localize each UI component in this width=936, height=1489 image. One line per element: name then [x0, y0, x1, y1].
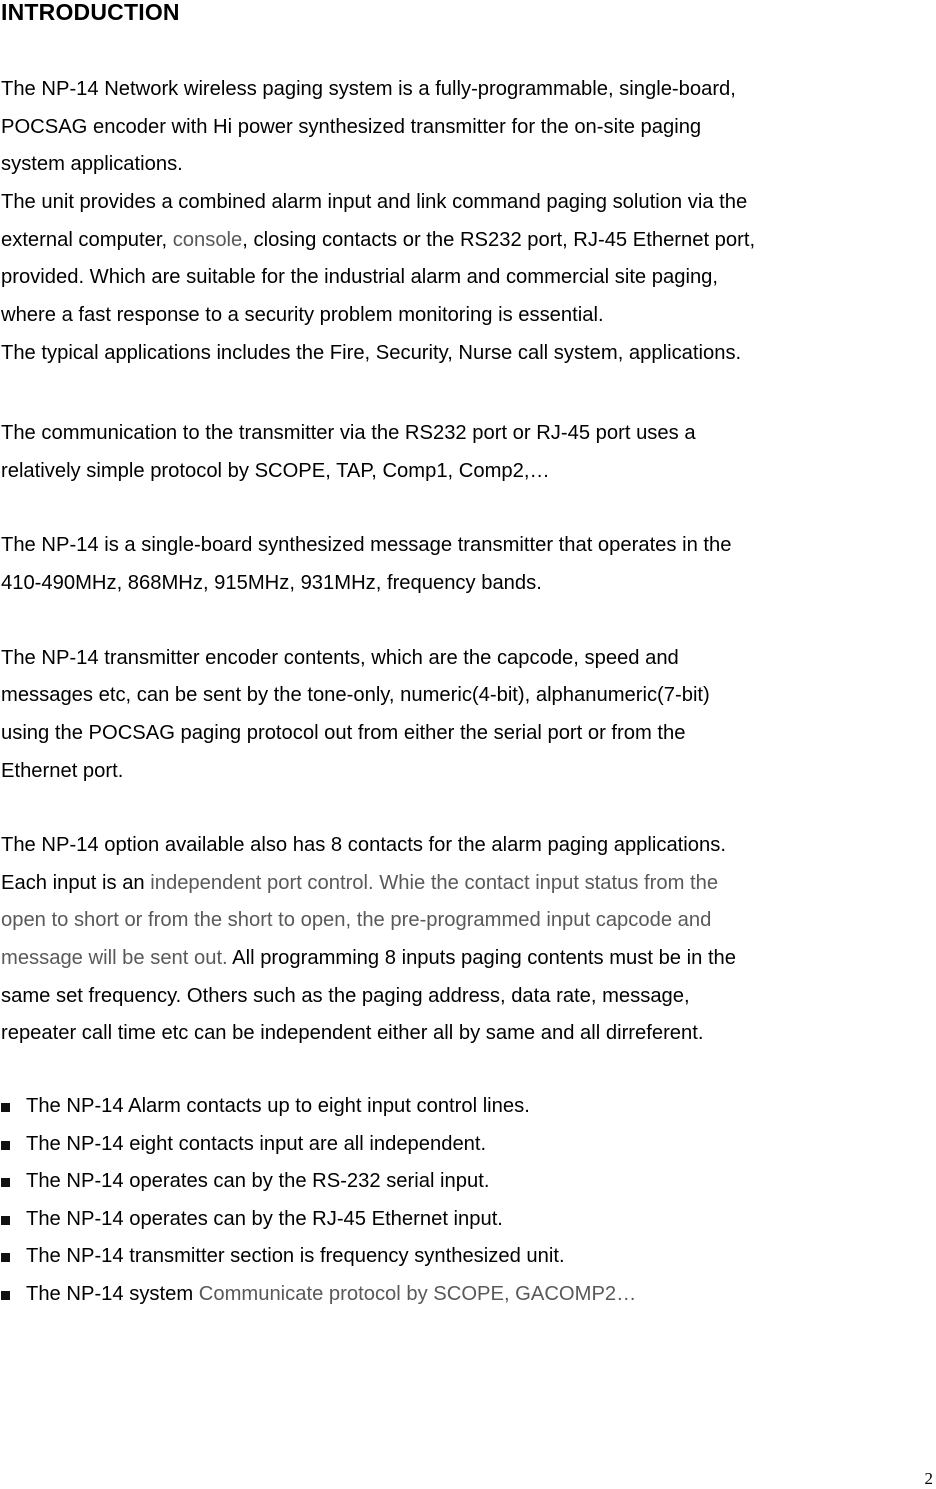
- bullet-text: The NP-14 Alarm contacts up to eight input control lines.: [26, 1095, 530, 1117]
- frequency-line-1: The NP-14 is a single-board synthesized message transmitter that operates in the: [1, 534, 732, 556]
- square-bullet-icon: [1, 1291, 10, 1300]
- intro-line-5-end: , closing contacts or the RS232 port, RJ-45 Ethernet port,: [242, 229, 756, 251]
- contacts-line-5: same set frequency. Others such as the paging address, data rate, message,: [1, 985, 690, 1007]
- square-bullet-icon: [1, 1253, 10, 1262]
- page-heading: INTRODUCTION: [1, 0, 180, 25]
- contacts-line-4-end: All programming 8 inputs paging contents must be in the: [227, 947, 737, 969]
- contacts-line-2: [1, 870, 718, 896]
- bullet-text: The NP-14 operates can by the RS-232 serial input.: [26, 1170, 490, 1192]
- bullet-text: [26, 1281, 636, 1307]
- intro-line-2: POCSAG encoder with Hi power synthesized transmitter for the on-site paging: [1, 116, 702, 138]
- encoder-line-2: messages etc, can be sent by the tone-only, numeric(4-bit), alphanumeric(7-bit): [1, 684, 710, 706]
- intro-line-6: provided. Which are suitable for the industrial alarm and commercial site paging,: [1, 266, 719, 288]
- intro-line-7: where a fast response to a security problem monitoring is essential.: [1, 304, 604, 326]
- contacts-line-4: [1, 945, 736, 971]
- square-bullet-icon: [1, 1178, 10, 1187]
- intro-line-1: The NP-14 Network wireless paging system is a fully-programmable, single-board,: [1, 78, 736, 100]
- square-bullet-icon: [1, 1216, 10, 1225]
- encoder-line-3: using the POCSAG paging protocol out from either the serial port or from the: [1, 722, 686, 744]
- intro-line-5-start: external computer,: [1, 229, 173, 251]
- square-bullet-icon: [1, 1141, 10, 1150]
- square-bullet-icon: [1, 1103, 10, 1112]
- contacts-line-2-start: Each input is an: [1, 872, 151, 894]
- contacts-line-3: open to short or from the short to open, the pre-programmed input capcode and: [1, 909, 712, 931]
- bullet-text: The NP-14 eight contacts input are all independent.: [26, 1133, 487, 1155]
- encoder-line-1: The NP-14 transmitter encoder contents, which are the capcode, speed and: [1, 647, 679, 669]
- intro-line-8: The typical applications includes the Fire, Security, Nurse call system, applications.: [1, 342, 742, 364]
- intro-line-5: [1, 227, 755, 253]
- console-term: console: [172, 229, 243, 251]
- contacts-line-4-gray: message will be sent out.: [1, 947, 228, 969]
- contacts-line-2-gray: independent port control. Whie the contact input status from the: [150, 872, 719, 894]
- contacts-line-6: repeater call time etc can be independent either all by same and all dirreferent.: [1, 1022, 704, 1044]
- bullet-last-gray: Communicate protocol by SCOPE, GACOMP2…: [198, 1283, 637, 1305]
- contacts-line-1: The NP-14 option available also has 8 contacts for the alarm paging applications.: [1, 834, 726, 856]
- bullet-text: The NP-14 transmitter section is frequency synthesized unit.: [26, 1245, 565, 1267]
- protocol-line-2: relatively simple protocol by SCOPE, TAP, Comp1, Comp2,…: [1, 460, 550, 482]
- bullet-last-start: The NP-14 system: [26, 1283, 199, 1305]
- encoder-line-4: Ethernet port.: [1, 760, 124, 782]
- bullet-text: The NP-14 operates can by the RJ-45 Ethernet input.: [26, 1208, 503, 1230]
- intro-line-4: The unit provides a combined alarm input and link command paging solution via the: [1, 191, 748, 213]
- protocol-line-1: The communication to the transmitter via the RS232 port or RJ-45 port uses a: [1, 422, 696, 444]
- page-number: 2: [924, 1469, 933, 1488]
- frequency-line-2: 410-490MHz, 868MHz, 915MHz, 931MHz, frequency bands.: [1, 572, 542, 594]
- intro-line-3: system applications.: [1, 153, 183, 175]
